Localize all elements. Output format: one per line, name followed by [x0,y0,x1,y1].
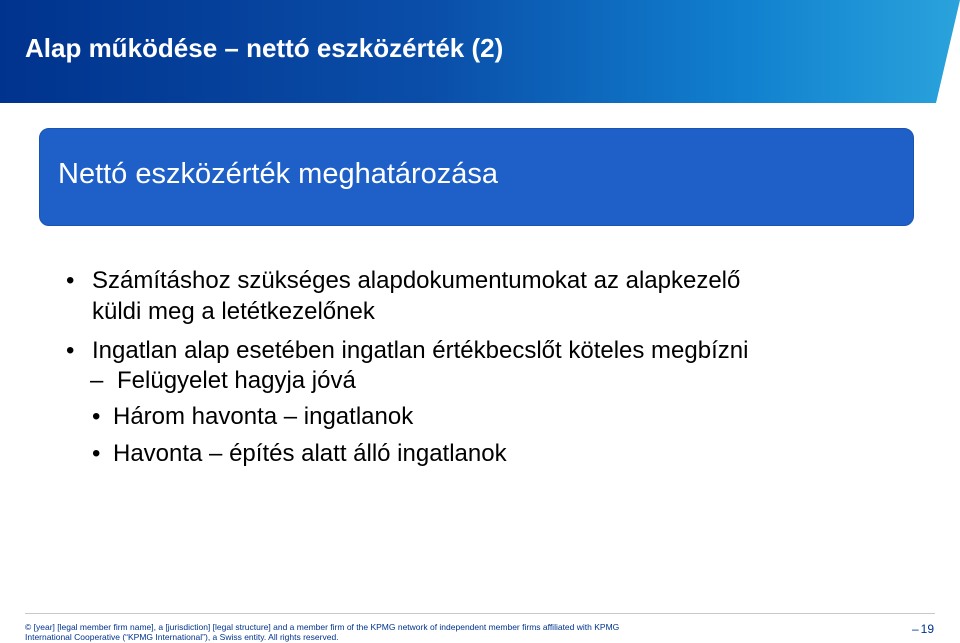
page-number-wrap [912,622,934,636]
bullet-text: Számításhoz szükséges alapdokumentumokat az alapkezelő [92,267,741,294]
sub-bullet-dot: • [92,440,101,467]
slide-title: Alap működése – nettó eszközérték (2) [25,33,504,63]
sub-bullet-text: Három havonta – ingatlanok [113,403,414,430]
callout-heading: Nettó eszközérték meghatározása [58,158,499,190]
dash-item-text: Felügyelet hagyja jóvá [117,367,356,394]
dash-marker: – [90,367,104,394]
page-number: 19 [920,622,934,636]
page-number-dash: – [911,622,919,636]
footer-copyright: © [year] [legal member firm name], a [jurisdiction] [legal structure] and a member firm of the KPMG network of independent member firms affiliated with KPMG International Cooperative (“KPMG International”), a Swiss entity. All rights reserved. [25,622,620,642]
sub-bullet-text: Havonta – építés alatt álló ingatlanok [113,440,507,467]
bullet-text: Ingatlan alap esetében ingatlan értékbecslőt köteles megbízni [92,337,749,364]
footer-divider [25,613,935,614]
sub-bullet-dot: • [92,403,101,430]
bullet-dot: • [66,267,75,294]
bullet-text-continuation: küldi meg a letétkezelőnek [92,298,375,325]
bullet-dot: • [66,337,75,364]
